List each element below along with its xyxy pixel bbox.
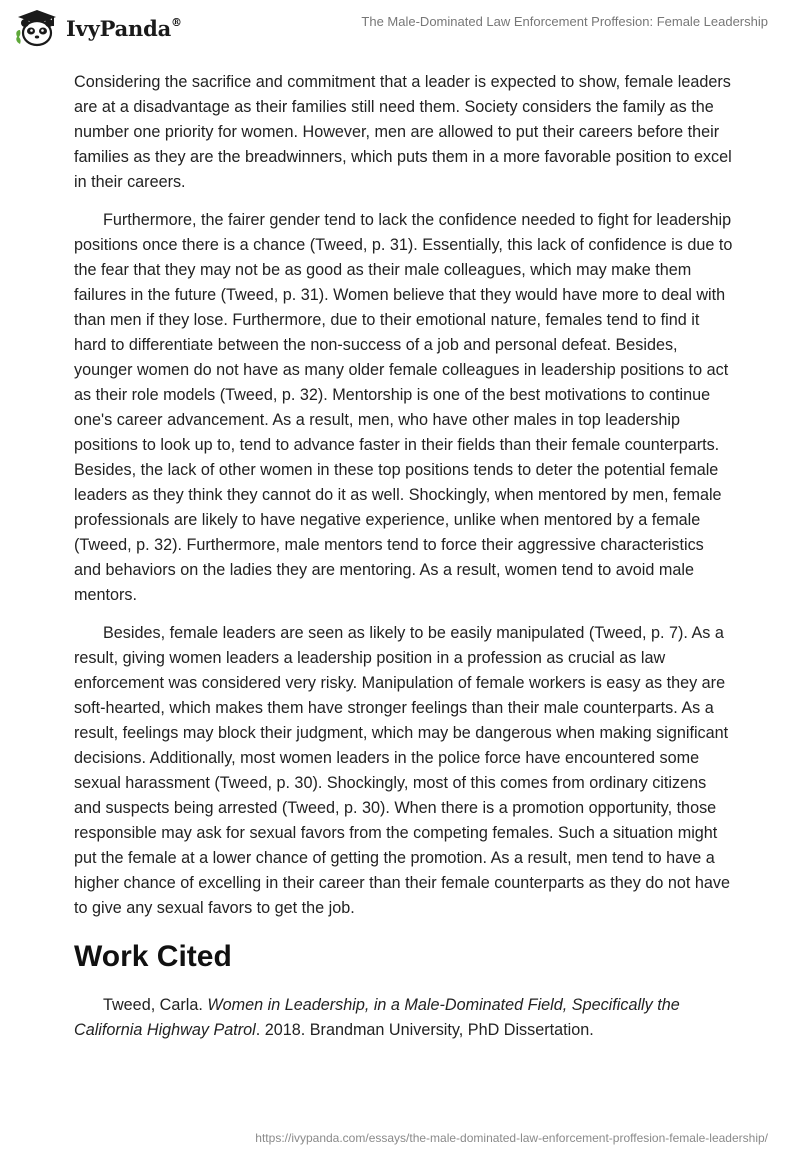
ivypanda-logo[interactable] [14, 8, 182, 48]
body-paragraph: Considering the sacrifice and commitment that a leader is expected to show, female leaders are at a disadvantage as their families still need them. Society considers the family as the number one priority for women. However, men are allowed to put their careers before their families as they are the breadwinners, which puts them in a more favorable position to excel in their careers. [74, 73, 732, 191]
essay-content [74, 70, 734, 1043]
citation-entry [74, 993, 734, 1043]
citation-details: . 2018. Brandman University, PhD Dissertation. [255, 1021, 594, 1039]
body-paragraph: Besides, female leaders are seen as likely to be easily manipulated (Tweed, p. 7). As a result, giving women leaders a leadership position in a profession as crucial as law enforcement was considered very risky. Manipulation of female workers is easy as they are soft-hearted, which makes them have stronger feelings than their male counterparts. As a result, feelings may block their judgment, which may be dangerous when making significant decisions. Additionally, most women leaders in the police force have encountered some sexual harassment (Tweed, p. 30). Shockingly, most of this comes from ordinary citizens and suspects being arrested (Tweed, p. 30). When there is a promotion opportunity, those responsible may ask for sexual favors from the competing females. Such a situation might put the female at a lower chance of getting the promotion. As a result, men tend to have a higher chance of excelling in their career than their female counterparts as they do not have to give any sexual favors to get the job. [74, 624, 730, 917]
source-url: https://ivypanda.com/essays/the-male-dominated-law-enforcement-proffesion-female-leadership/ [255, 1131, 768, 1145]
brand-name: IvyPanda® [66, 15, 182, 41]
citation-title: Women in Leadership, in a Male-Dominated Field, Specifically the California Highway Patrol [74, 996, 680, 1039]
citation-author: Tweed, Carla. [103, 996, 208, 1014]
panda-logo-icon [14, 8, 60, 48]
document-title: The Male-Dominated Law Enforcement Proffesion: Female Leadership [361, 14, 768, 29]
body-paragraph: Furthermore, the fairer gender tend to lack the confidence needed to fight for leadership positions once there is a chance (Tweed, p. 31). Essentially, this lack of confidence is due to the fear that they may not be as good as their male colleagues, which may make them failures in the future (Tweed, p. 31). Women believe that they would have more to deal with than men if they lose. Furthermore, due to their emotional nature, females tend to find it hard to differentiate between the non-success of a job and personal defeat. Besides, younger women do not have as many older female colleagues in leadership positions to act as their role models (Tweed, p. 32). Mentorship is one of the best motivations to continue one's career advancement. As a result, men, who have other males in top leadership positions to look up to, tend to advance faster in their fields than their female counterparts. Besides, the lack of other women in these top positions tends to deter the potential female leaders as they think they cannot do it as well. Shockingly, when mentored by men, female professionals are likely to have negative experience, unlike when mentored by a female (Tweed, p. 32). Furthermore, male mentors tend to force their aggressive characteristics and behaviors on the ladies they are mentoring. As a result, women tend to avoid male mentors. [74, 211, 733, 604]
works-cited-heading: Work Cited [74, 940, 232, 973]
page-header [0, 0, 800, 60]
